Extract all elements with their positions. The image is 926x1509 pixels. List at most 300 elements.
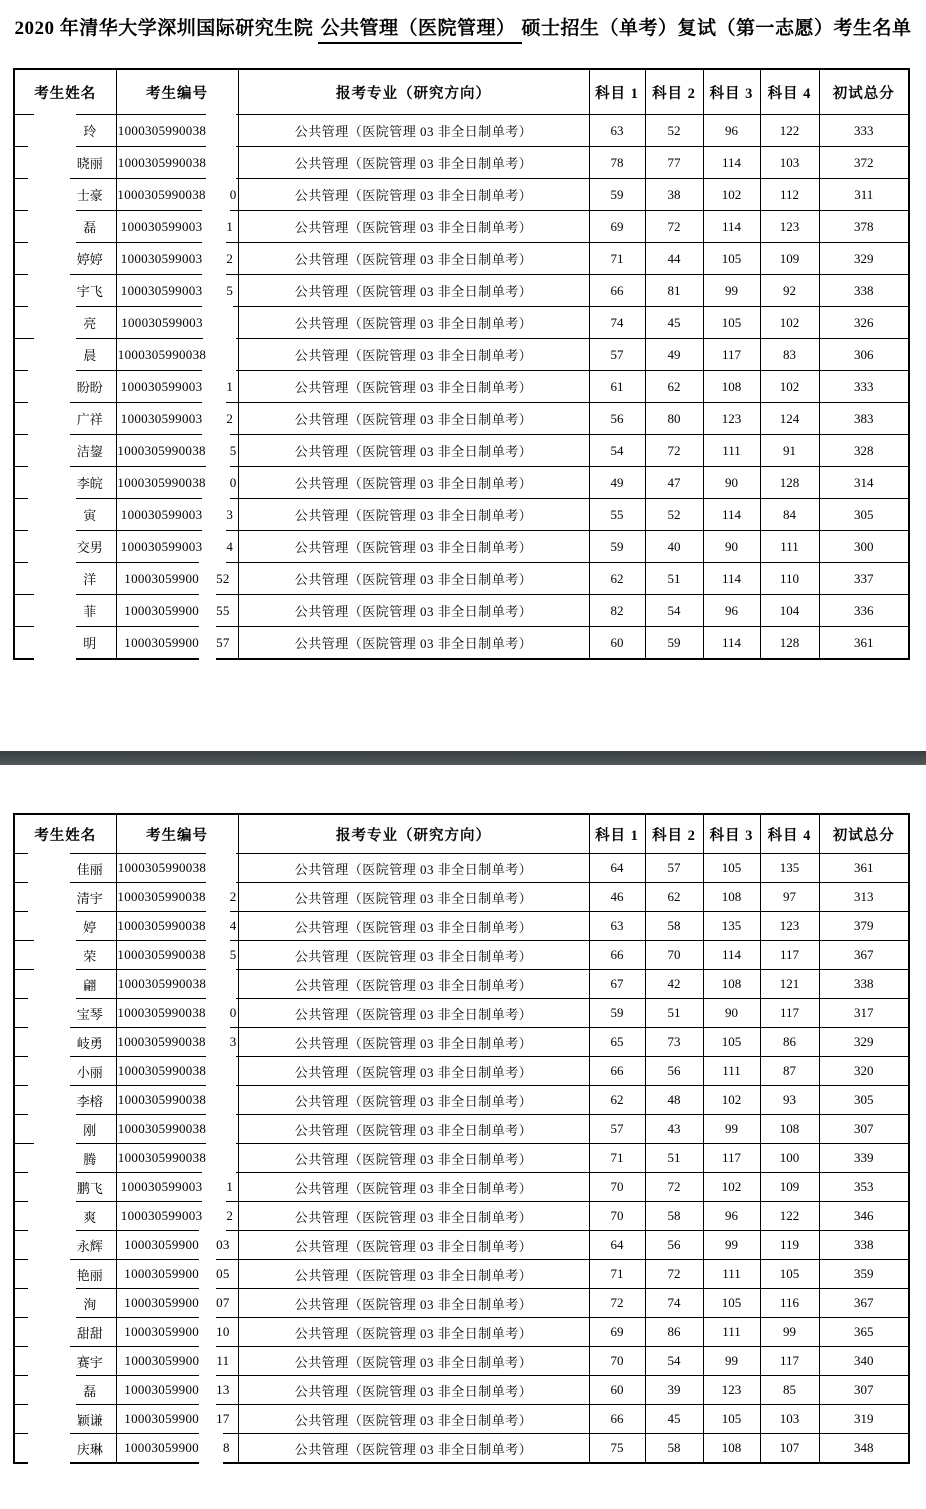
subject-2-score: 77 bbox=[645, 147, 703, 179]
candidate-id-prefix: 1000305990038 bbox=[117, 122, 207, 138]
subject-4-score: 121 bbox=[760, 970, 819, 999]
subject-3-score: 90 bbox=[703, 531, 760, 563]
subject-2-score: 45 bbox=[645, 1405, 703, 1434]
subject-1-score: 82 bbox=[589, 595, 645, 627]
total-score-cell: 340 bbox=[819, 1347, 909, 1376]
candidate-id-prefix: 1000305990038 bbox=[117, 976, 207, 991]
major-cell: 公共管理（医院管理 03 非全日制单考） bbox=[238, 1173, 589, 1202]
candidate-id-prefix: 10003059900 bbox=[124, 1382, 200, 1397]
total-score-cell: 336 bbox=[819, 595, 909, 627]
subject-4-score: 84 bbox=[760, 499, 819, 531]
candidate-id-suffix: 3 bbox=[226, 506, 234, 522]
major-cell: 公共管理（医院管理 03 非全日制单考） bbox=[238, 1289, 589, 1318]
subject-2-score: 54 bbox=[645, 595, 703, 627]
subject-3-score: 96 bbox=[703, 1202, 760, 1231]
subject-4-score: 117 bbox=[760, 999, 819, 1028]
subject-3-score: 111 bbox=[703, 1260, 760, 1289]
header-row bbox=[14, 814, 909, 854]
candidate-id-prefix: 1000305990038 bbox=[117, 186, 206, 202]
candidate-id-prefix: 10003059900 bbox=[124, 634, 200, 650]
id-cell bbox=[116, 595, 238, 627]
candidate-id-suffix: 0 bbox=[229, 186, 237, 202]
subject-2-score: 58 bbox=[645, 912, 703, 941]
id-cell bbox=[116, 1202, 238, 1231]
candidate-id-suffix: 2 bbox=[226, 410, 234, 426]
candidate-id-prefix: 10003059900 bbox=[124, 602, 200, 618]
subject-1-score: 46 bbox=[589, 883, 645, 912]
candidate-row bbox=[14, 435, 909, 467]
candidate-id-prefix: 10003059900 bbox=[124, 1440, 199, 1455]
candidate-id-prefix: 1000305990038 bbox=[117, 1092, 207, 1107]
candidate-id-prefix: 1000305990038 bbox=[117, 346, 207, 362]
title-underlined-major: 公共管理（医院管理） bbox=[318, 18, 521, 44]
redaction-box bbox=[34, 619, 76, 666]
total-score-cell: 311 bbox=[819, 179, 909, 211]
subject-2-score: 39 bbox=[645, 1376, 703, 1405]
total-score-cell: 319 bbox=[819, 1405, 909, 1434]
subject-4-score: 124 bbox=[760, 403, 819, 435]
candidate-name: 李榕 bbox=[76, 1093, 103, 1109]
subject-1-score: 78 bbox=[589, 147, 645, 179]
column-header-3: 报考专业（研究方向） bbox=[238, 814, 589, 854]
candidate-name: 赛宇 bbox=[76, 1354, 103, 1370]
subject-4-score: 87 bbox=[760, 1057, 819, 1086]
subject-2-score: 51 bbox=[645, 1144, 703, 1173]
subject-3-score: 99 bbox=[703, 1347, 760, 1376]
subject-3-score: 123 bbox=[703, 1376, 760, 1405]
subject-4-score: 109 bbox=[760, 1173, 819, 1202]
column-header-5: 科目 2 bbox=[645, 69, 703, 115]
candidate-row bbox=[14, 531, 909, 563]
total-score-cell: 333 bbox=[819, 371, 909, 403]
major-cell: 公共管理（医院管理 03 非全日制单考） bbox=[238, 339, 589, 371]
candidate-name: 士豪 bbox=[76, 188, 103, 203]
major-cell: 公共管理（医院管理 03 非全日制单考） bbox=[238, 179, 589, 211]
subject-3-score: 108 bbox=[703, 371, 760, 403]
candidate-name: 爽 bbox=[83, 1209, 97, 1225]
subject-4-score: 122 bbox=[760, 1202, 819, 1231]
subject-2-score: 40 bbox=[645, 531, 703, 563]
subject-3-score: 96 bbox=[703, 595, 760, 627]
subject-4-score: 99 bbox=[760, 1318, 819, 1347]
major-cell: 公共管理（医院管理 03 非全日制单考） bbox=[238, 147, 589, 179]
subject-4-score: 91 bbox=[760, 435, 819, 467]
subject-4-score: 110 bbox=[760, 563, 819, 595]
subject-4-score: 117 bbox=[760, 941, 819, 970]
candidate-row bbox=[14, 1260, 909, 1289]
candidate-name: 广祥 bbox=[76, 412, 103, 427]
subject-4-score: 108 bbox=[760, 1115, 819, 1144]
total-score-cell: 361 bbox=[819, 854, 909, 883]
candidate-name: 菲 bbox=[83, 604, 97, 619]
major-cell: 公共管理（医院管理 03 非全日制单考） bbox=[238, 1028, 589, 1057]
subject-4-score: 128 bbox=[760, 627, 819, 660]
major-cell: 公共管理（医院管理 03 非全日制单考） bbox=[238, 1057, 589, 1086]
redaction-box bbox=[199, 1427, 223, 1470]
candidate-id-prefix: 100030599003 bbox=[120, 410, 203, 426]
subject-2-score: 80 bbox=[645, 403, 703, 435]
title-pre: 2020 年清华大学深圳国际研究生院 bbox=[14, 18, 319, 39]
column-header-7: 科目 4 bbox=[760, 69, 819, 115]
candidate-name: 明 bbox=[83, 636, 97, 651]
candidate-row bbox=[14, 1202, 909, 1231]
candidate-name: 洁鋆 bbox=[76, 444, 103, 459]
redaction-box bbox=[199, 619, 216, 666]
candidate-table-page-2 bbox=[13, 813, 910, 1464]
candidate-row bbox=[14, 941, 909, 970]
subject-4-score: 117 bbox=[760, 1347, 819, 1376]
major-cell: 公共管理（医院管理 03 非全日制单考） bbox=[238, 1347, 589, 1376]
candidate-table-page-1 bbox=[13, 68, 910, 660]
total-score-cell: 305 bbox=[819, 1086, 909, 1115]
subject-3-score: 102 bbox=[703, 1173, 760, 1202]
candidate-name: 晓丽 bbox=[76, 156, 103, 171]
candidate-id-prefix: 1000305990038 bbox=[117, 947, 206, 962]
candidate-id-suffix: 5 bbox=[229, 947, 237, 962]
candidate-id-suffix: 0 bbox=[229, 474, 237, 490]
total-score-cell: 339 bbox=[819, 1144, 909, 1173]
subject-1-score: 59 bbox=[589, 999, 645, 1028]
candidate-name: 永辉 bbox=[76, 1238, 103, 1254]
subject-3-score: 105 bbox=[703, 1405, 760, 1434]
total-score-cell: 378 bbox=[819, 211, 909, 243]
subject-1-score: 64 bbox=[589, 1231, 645, 1260]
candidate-id-prefix: 1000305990038 bbox=[117, 474, 206, 490]
major-cell: 公共管理（医院管理 03 非全日制单考） bbox=[238, 1405, 589, 1434]
total-score-cell: 367 bbox=[819, 941, 909, 970]
name-cell bbox=[14, 1434, 116, 1464]
candidate-id-suffix: 2 bbox=[226, 1208, 234, 1223]
candidate-row bbox=[14, 1028, 909, 1057]
subject-3-score: 90 bbox=[703, 999, 760, 1028]
subject-1-score: 61 bbox=[589, 371, 645, 403]
subject-1-score: 74 bbox=[589, 307, 645, 339]
major-cell: 公共管理（医院管理 03 非全日制单考） bbox=[238, 115, 589, 147]
major-cell: 公共管理（医院管理 03 非全日制单考） bbox=[238, 435, 589, 467]
total-score-cell: 337 bbox=[819, 563, 909, 595]
subject-1-score: 75 bbox=[589, 1434, 645, 1464]
candidate-id-suffix: 5 bbox=[226, 282, 234, 298]
candidate-name: 宝琴 bbox=[76, 1006, 103, 1022]
subject-4-score: 83 bbox=[760, 339, 819, 371]
subject-4-score: 102 bbox=[760, 371, 819, 403]
subject-2-score: 72 bbox=[645, 1260, 703, 1289]
column-header-5: 科目 2 bbox=[645, 814, 703, 854]
candidate-id-prefix: 10003059900 bbox=[124, 1237, 200, 1252]
candidate-row bbox=[14, 1231, 909, 1260]
subject-2-score: 74 bbox=[645, 1289, 703, 1318]
candidate-name: 玲 bbox=[83, 124, 97, 139]
subject-1-score: 59 bbox=[589, 179, 645, 211]
candidate-row bbox=[14, 211, 909, 243]
id-cell bbox=[116, 1318, 238, 1347]
candidate-id-prefix: 100030599003 bbox=[120, 378, 203, 394]
total-score-cell: 306 bbox=[819, 339, 909, 371]
major-cell: 公共管理（医院管理 03 非全日制单考） bbox=[238, 1144, 589, 1173]
candidate-name: 交男 bbox=[76, 540, 103, 555]
subject-1-score: 70 bbox=[589, 1202, 645, 1231]
subject-2-score: 49 bbox=[645, 339, 703, 371]
candidate-id-suffix: 4 bbox=[229, 918, 237, 933]
total-score-cell: 372 bbox=[819, 147, 909, 179]
candidate-row bbox=[14, 179, 909, 211]
major-cell: 公共管理（医院管理 03 非全日制单考） bbox=[238, 211, 589, 243]
candidate-row bbox=[14, 883, 909, 912]
candidate-row bbox=[14, 854, 909, 883]
total-score-cell: 329 bbox=[819, 243, 909, 275]
candidate-name: 洋 bbox=[83, 572, 97, 587]
major-cell: 公共管理（医院管理 03 非全日制单考） bbox=[238, 563, 589, 595]
subject-4-score: 116 bbox=[760, 1289, 819, 1318]
subject-2-score: 81 bbox=[645, 275, 703, 307]
candidate-row bbox=[14, 970, 909, 999]
candidate-id-prefix: 1000305990038 bbox=[117, 889, 206, 904]
subject-2-score: 47 bbox=[645, 467, 703, 499]
major-cell: 公共管理（医院管理 03 非全日制单考） bbox=[238, 1376, 589, 1405]
major-cell: 公共管理（医院管理 03 非全日制单考） bbox=[238, 371, 589, 403]
subject-2-score: 73 bbox=[645, 1028, 703, 1057]
candidate-id-suffix: 07 bbox=[216, 1295, 230, 1310]
major-cell: 公共管理（医院管理 03 非全日制单考） bbox=[238, 1115, 589, 1144]
candidate-id-suffix: 1 bbox=[226, 378, 234, 394]
column-header-1: 考生姓名 bbox=[14, 69, 116, 115]
major-cell: 公共管理（医院管理 03 非全日制单考） bbox=[238, 883, 589, 912]
subject-1-score: 65 bbox=[589, 1028, 645, 1057]
total-score-cell: 338 bbox=[819, 1231, 909, 1260]
subject-2-score: 48 bbox=[645, 1086, 703, 1115]
candidate-row bbox=[14, 1376, 909, 1405]
total-score-cell: 320 bbox=[819, 1057, 909, 1086]
subject-4-score: 122 bbox=[760, 115, 819, 147]
candidate-id-suffix: 11 bbox=[216, 1353, 230, 1368]
major-cell: 公共管理（医院管理 03 非全日制单考） bbox=[238, 854, 589, 883]
major-cell: 公共管理（医院管理 03 非全日制单考） bbox=[238, 467, 589, 499]
total-score-cell: 328 bbox=[819, 435, 909, 467]
candidate-id-prefix: 1000305990038 bbox=[117, 1063, 207, 1078]
subject-4-score: 135 bbox=[760, 854, 819, 883]
column-header-4: 科目 1 bbox=[589, 69, 645, 115]
candidate-id-prefix: 100030599003 bbox=[120, 506, 203, 522]
subject-2-score: 52 bbox=[645, 499, 703, 531]
candidate-id-prefix: 1000305990038 bbox=[117, 1005, 206, 1020]
subject-1-score: 63 bbox=[589, 115, 645, 147]
candidate-id-prefix: 10003059900 bbox=[124, 1353, 200, 1368]
candidate-id-suffix: 4 bbox=[226, 538, 234, 554]
subject-4-score: 123 bbox=[760, 912, 819, 941]
candidate-id-prefix: 100030599003 bbox=[121, 314, 203, 330]
subject-2-score: 52 bbox=[645, 115, 703, 147]
candidate-row bbox=[14, 275, 909, 307]
subject-3-score: 114 bbox=[703, 211, 760, 243]
subject-2-score: 59 bbox=[645, 627, 703, 660]
candidate-name: 磊 bbox=[83, 1383, 97, 1399]
candidate-id-suffix: 0 bbox=[229, 1005, 237, 1020]
candidate-name: 亮 bbox=[83, 316, 97, 331]
subject-3-score: 111 bbox=[703, 1318, 760, 1347]
candidate-name: 岐勇 bbox=[76, 1035, 103, 1051]
subject-1-score: 66 bbox=[589, 1405, 645, 1434]
total-score-cell: 353 bbox=[819, 1173, 909, 1202]
candidate-name: 佳丽 bbox=[76, 861, 103, 877]
total-score-cell: 383 bbox=[819, 403, 909, 435]
candidate-row bbox=[14, 1057, 909, 1086]
subject-3-score: 102 bbox=[703, 179, 760, 211]
candidate-id-prefix: 100030599003 bbox=[120, 250, 203, 266]
id-cell bbox=[116, 1289, 238, 1318]
id-cell bbox=[116, 1260, 238, 1289]
major-cell: 公共管理（医院管理 03 非全日制单考） bbox=[238, 307, 589, 339]
column-header-8: 初试总分 bbox=[819, 814, 909, 854]
subject-1-score: 69 bbox=[589, 211, 645, 243]
major-cell: 公共管理（医院管理 03 非全日制单考） bbox=[238, 275, 589, 307]
candidate-id-suffix: 2 bbox=[229, 889, 237, 904]
candidate-name: 鹏飞 bbox=[76, 1180, 103, 1196]
candidate-name: 李皖 bbox=[76, 476, 103, 491]
subject-3-score: 99 bbox=[703, 1231, 760, 1260]
total-score-cell: 359 bbox=[819, 1260, 909, 1289]
subject-4-score: 107 bbox=[760, 1434, 819, 1464]
total-score-cell: 326 bbox=[819, 307, 909, 339]
major-cell: 公共管理（医院管理 03 非全日制单考） bbox=[238, 941, 589, 970]
candidate-row bbox=[14, 912, 909, 941]
candidate-id-prefix: 1000305990038 bbox=[117, 860, 207, 875]
major-cell: 公共管理（医院管理 03 非全日制单考） bbox=[238, 595, 589, 627]
candidate-id-suffix: 17 bbox=[216, 1411, 230, 1426]
candidate-row bbox=[14, 999, 909, 1028]
candidate-id-suffix: 1 bbox=[226, 218, 234, 234]
subject-4-score: 109 bbox=[760, 243, 819, 275]
candidate-name: 晨 bbox=[83, 348, 97, 363]
candidate-name: 婷 bbox=[83, 919, 97, 935]
candidate-id-suffix: 10 bbox=[216, 1324, 230, 1339]
total-score-cell: 329 bbox=[819, 1028, 909, 1057]
name-cell bbox=[14, 627, 116, 660]
total-score-cell: 307 bbox=[819, 1376, 909, 1405]
candidate-id-suffix: 2 bbox=[226, 250, 234, 266]
subject-4-score: 85 bbox=[760, 1376, 819, 1405]
total-score-cell: 338 bbox=[819, 970, 909, 999]
subject-1-score: 49 bbox=[589, 467, 645, 499]
candidate-id-suffix: 3 bbox=[229, 1034, 237, 1049]
candidate-id-suffix: 05 bbox=[216, 1266, 230, 1281]
candidate-name: 荣 bbox=[83, 948, 97, 964]
page-divider bbox=[0, 751, 926, 765]
subject-4-score: 100 bbox=[760, 1144, 819, 1173]
subject-3-score: 99 bbox=[703, 1115, 760, 1144]
subject-1-score: 70 bbox=[589, 1347, 645, 1376]
subject-1-score: 66 bbox=[589, 1057, 645, 1086]
subject-1-score: 56 bbox=[589, 403, 645, 435]
subject-4-score: 93 bbox=[760, 1086, 819, 1115]
candidate-row bbox=[14, 563, 909, 595]
candidate-name: 清宇 bbox=[76, 890, 103, 906]
subject-2-score: 56 bbox=[645, 1057, 703, 1086]
major-cell: 公共管理（医院管理 03 非全日制单考） bbox=[238, 999, 589, 1028]
subject-1-score: 54 bbox=[589, 435, 645, 467]
subject-1-score: 64 bbox=[589, 854, 645, 883]
candidate-row bbox=[14, 627, 909, 660]
candidate-row bbox=[14, 1115, 909, 1144]
total-score-cell: 317 bbox=[819, 999, 909, 1028]
major-cell: 公共管理（医院管理 03 非全日制单考） bbox=[238, 1260, 589, 1289]
subject-2-score: 51 bbox=[645, 999, 703, 1028]
column-header-1: 考生姓名 bbox=[14, 814, 116, 854]
subject-2-score: 58 bbox=[645, 1434, 703, 1464]
subject-1-score: 55 bbox=[589, 499, 645, 531]
candidate-row bbox=[14, 1434, 909, 1464]
major-cell: 公共管理（医院管理 03 非全日制单考） bbox=[238, 1231, 589, 1260]
candidate-name: 寅 bbox=[83, 508, 97, 523]
id-cell bbox=[116, 1347, 238, 1376]
total-score-cell: 367 bbox=[819, 1289, 909, 1318]
candidate-id-prefix: 10003059900 bbox=[124, 1295, 200, 1310]
major-cell: 公共管理（医院管理 03 非全日制单考） bbox=[238, 912, 589, 941]
id-cell bbox=[116, 531, 238, 563]
subject-3-score: 123 bbox=[703, 403, 760, 435]
subject-3-score: 114 bbox=[703, 499, 760, 531]
candidate-id-suffix: 55 bbox=[216, 602, 230, 618]
total-score-cell: 338 bbox=[819, 275, 909, 307]
candidate-id-suffix: 52 bbox=[216, 570, 230, 586]
subject-1-score: 62 bbox=[589, 563, 645, 595]
total-score-cell: 379 bbox=[819, 912, 909, 941]
candidate-row bbox=[14, 371, 909, 403]
subject-4-score: 86 bbox=[760, 1028, 819, 1057]
column-header-4: 科目 1 bbox=[589, 814, 645, 854]
subject-4-score: 97 bbox=[760, 883, 819, 912]
subject-3-score: 117 bbox=[703, 1144, 760, 1173]
total-score-cell: 361 bbox=[819, 627, 909, 660]
subject-3-score: 96 bbox=[703, 115, 760, 147]
subject-1-score: 71 bbox=[589, 243, 645, 275]
subject-2-score: 38 bbox=[645, 179, 703, 211]
subject-2-score: 42 bbox=[645, 970, 703, 999]
candidate-name: 小丽 bbox=[76, 1064, 103, 1080]
subject-4-score: 119 bbox=[760, 1231, 819, 1260]
subject-3-score: 117 bbox=[703, 339, 760, 371]
subject-3-score: 108 bbox=[703, 970, 760, 999]
candidate-id-prefix: 100030599003 bbox=[120, 218, 203, 234]
subject-1-score: 66 bbox=[589, 275, 645, 307]
candidate-name: 宇飞 bbox=[76, 284, 103, 299]
candidate-row bbox=[14, 1347, 909, 1376]
subject-1-score: 62 bbox=[589, 1086, 645, 1115]
subject-2-score: 45 bbox=[645, 307, 703, 339]
candidate-id-prefix: 10003059900 bbox=[124, 1411, 200, 1426]
total-score-cell: 307 bbox=[819, 1115, 909, 1144]
candidate-name: 颖谦 bbox=[76, 1412, 103, 1428]
subject-1-score: 69 bbox=[589, 1318, 645, 1347]
candidate-name: 艳丽 bbox=[76, 1267, 103, 1283]
subject-1-score: 70 bbox=[589, 1173, 645, 1202]
candidate-name: 洵 bbox=[83, 1296, 97, 1312]
id-cell bbox=[116, 1434, 238, 1464]
candidate-id-prefix: 10003059900 bbox=[124, 1324, 200, 1339]
candidate-id-prefix: 1000305990038 bbox=[117, 1150, 207, 1165]
subject-1-score: 72 bbox=[589, 1289, 645, 1318]
candidate-id-suffix: 5 bbox=[229, 442, 237, 458]
column-header-6: 科目 3 bbox=[703, 69, 760, 115]
column-header-7: 科目 4 bbox=[760, 814, 819, 854]
subject-1-score: 71 bbox=[589, 1144, 645, 1173]
candidate-row bbox=[14, 499, 909, 531]
subject-3-score: 105 bbox=[703, 854, 760, 883]
candidate-row bbox=[14, 1405, 909, 1434]
subject-2-score: 54 bbox=[645, 1347, 703, 1376]
major-cell: 公共管理（医院管理 03 非全日制单考） bbox=[238, 403, 589, 435]
major-cell: 公共管理（医院管理 03 非全日制单考） bbox=[238, 1434, 589, 1464]
id-cell bbox=[116, 1376, 238, 1405]
